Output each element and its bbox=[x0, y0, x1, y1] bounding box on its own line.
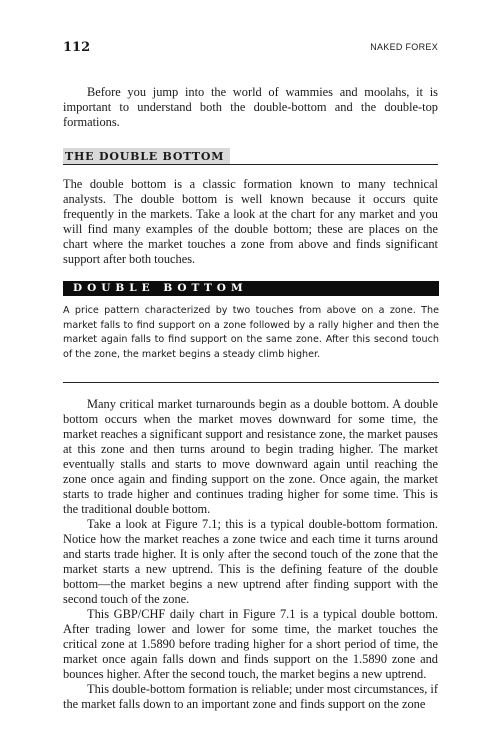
definition-title: DOUBLE BOTTOM bbox=[63, 281, 439, 296]
section-heading bbox=[63, 147, 438, 165]
definition-rule bbox=[63, 382, 439, 383]
page-header bbox=[63, 40, 438, 60]
main-text bbox=[63, 397, 438, 712]
body-paragraph: Many critical market turnarounds begin as a double bottom. A double bottom occurs when the market moves downward for some time, the market reaches a significant support and resistance zone, the market pauses at this zone and then turns around to begin trading higher. The market eventually stalls and starts to move downward again until reaching the zone once again and finding support on the zone. Once again, the market starts to trade higher and continues trading higher for some time. This is the traditional double bottom. bbox=[63, 397, 438, 516]
definition-box bbox=[63, 281, 439, 372]
section-paragraph: The double bottom is a classic formation known to many technical analysts. The double bottom is well known because it occurs quite frequently in the markets. Take a look at the chart for any market and you will find many examples of the double bottom; these are places on the chart where the market touches a zone from above and finds significant support after both touches. bbox=[63, 177, 438, 266]
definition-text: A price pattern characterized by two touches from above on a zone. The market falls to find support on a zone followed by a rally higher and then the market again falls to find support on the same zone. After this second touch of the zone, the market begins a steady climb higher. bbox=[63, 305, 439, 360]
running-head: NAKED FOREX bbox=[370, 42, 438, 52]
body-paragraph: This GBP/CHF daily chart in Figure 7.1 is a typical double bottom. After trading lower and lower for some time, the market touches the critical zone at 1.5890 before trading higher for a short period of time, the market once again falls down and finds support on the 1.5890 zone and bounces higher. After the second touch, the market begins a new uptrend. bbox=[63, 607, 438, 681]
body-paragraph: Take a look at Figure 7.1; this is a typical double-bottom formation. Notice how the market reaches a zone twice and each time it turns around and starts trade higher. It is only after the second touch of the zone that the market starts a new uptrend. This is the defining feature of the double bottom—the market begins a new uptrend after finding support with the second touch of the zone. bbox=[63, 517, 438, 606]
page-number: 112 bbox=[63, 40, 91, 55]
intro-paragraph: Before you jump into the world of wammies and moolahs, it is important to understand both the double-bottom and the double-top formations. bbox=[63, 85, 438, 129]
section-heading-label: THE DOUBLE BOTTOM bbox=[63, 148, 230, 164]
body-paragraph: This double-bottom formation is reliable; under most circumstances, if the market falls down to an important zone and finds support on the zone bbox=[63, 682, 438, 711]
